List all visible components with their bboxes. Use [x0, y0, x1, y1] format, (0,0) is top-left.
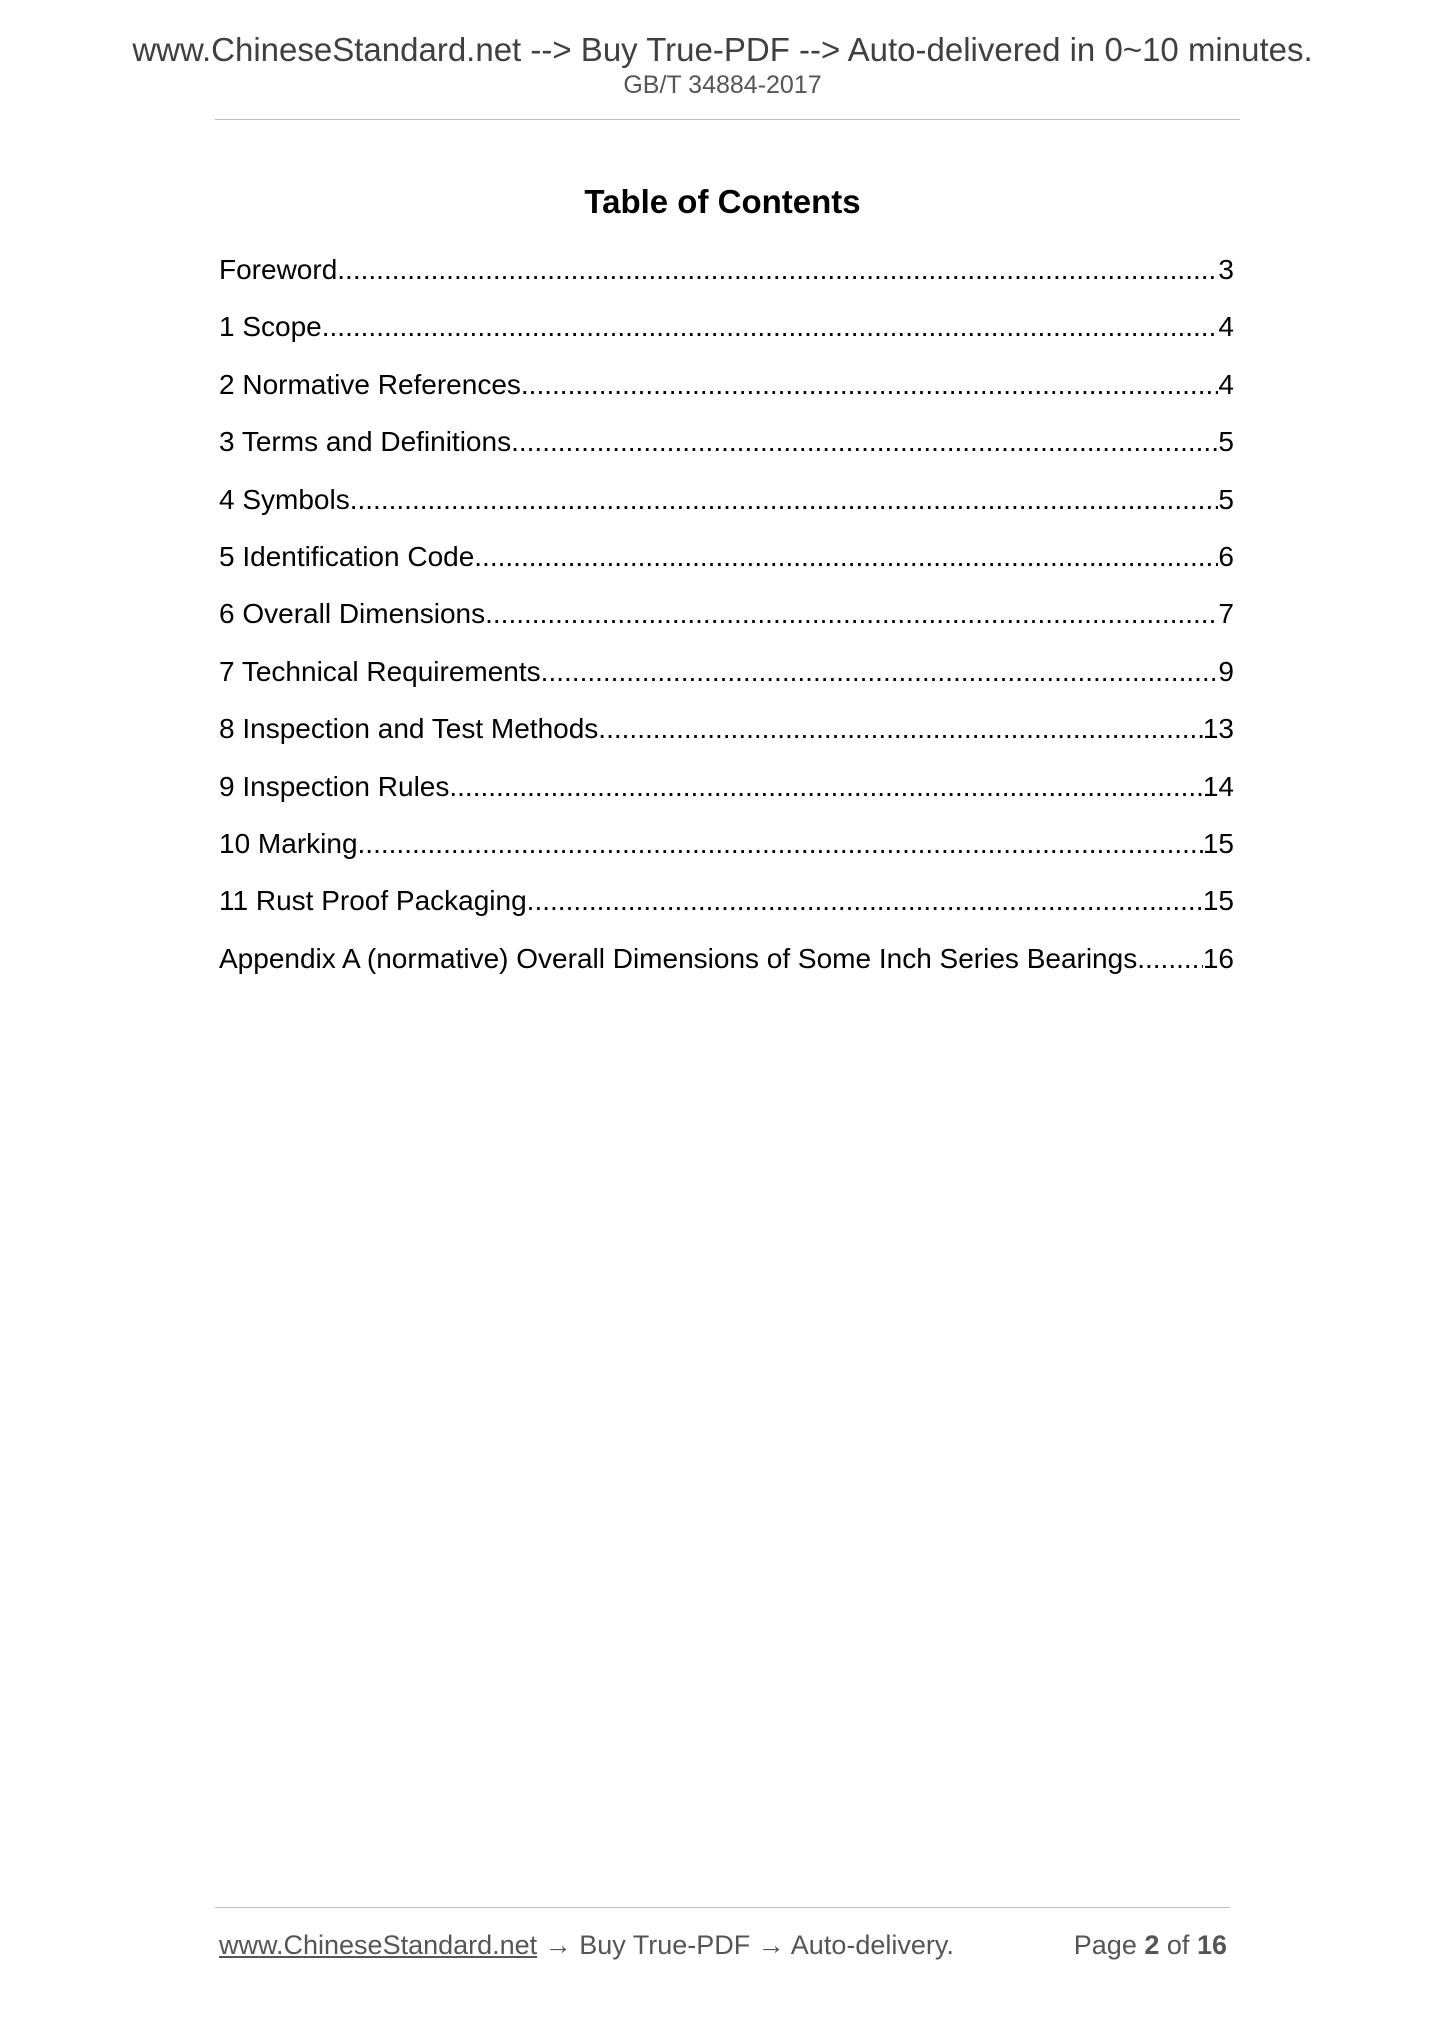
toc-entry-page: 5 — [1218, 426, 1234, 458]
toc-dot-leader — [449, 767, 1202, 807]
toc-entry-label: 8 Inspection and Test Methods — [219, 713, 599, 745]
toc-entry-label: 10 Marking — [219, 827, 358, 859]
toc-dot-leader — [511, 422, 1218, 462]
toc-entry-scope[interactable] — [219, 307, 1234, 364]
toc-dot-leader — [521, 365, 1219, 405]
toc-entry-page: 9 — [1218, 655, 1234, 687]
toc-entry-label: 1 Scope — [219, 311, 322, 343]
toc-entry-marking[interactable] — [219, 824, 1234, 881]
toc-dot-leader — [598, 709, 1203, 749]
toc-entry-label: Foreword — [219, 254, 338, 285]
toc-list — [219, 250, 1234, 996]
toc-entry-page: 16 — [1202, 942, 1234, 974]
header-divider — [215, 119, 1240, 120]
page-footer — [219, 1925, 1227, 1965]
toc-entry-label: 9 Inspection Rules — [219, 770, 450, 802]
toc-entry-inspection-rules[interactable] — [219, 767, 1234, 824]
footer-buy-text: Buy True-PDF — [579, 1930, 751, 1960]
toc-entry-label: 5 Identification Code — [219, 540, 475, 572]
toc-entry-overall-dimensions[interactable] — [219, 594, 1234, 651]
toc-entry-page: 15 — [1202, 827, 1234, 859]
toc-entry-page: 13 — [1202, 713, 1234, 745]
page-total: 16 — [1196, 1930, 1227, 1960]
footer-site-link[interactable]: www.ChineseStandard.net — [219, 1930, 538, 1960]
toc-entry-label: Appendix A (normative) Overall Dimensions of Some Inch Series Bearings — [219, 942, 1138, 974]
toc-entry-label: 4 Symbols — [219, 483, 350, 515]
toc-entry-page: 4 — [1218, 311, 1234, 343]
toc-entry-label: 3 Terms and Definitions — [219, 426, 512, 458]
toc-dot-leader — [474, 537, 1218, 577]
footer-promo — [219, 1930, 954, 1960]
toc-dot-leader — [541, 652, 1219, 692]
toc-dot-leader — [322, 307, 1219, 347]
toc-dot-leader — [350, 480, 1219, 520]
footer-divider — [215, 1907, 1230, 1908]
toc-dot-leader — [337, 250, 1218, 290]
standard-code: GB/T 34884-2017 — [623, 71, 822, 99]
toc-entry-appendix-a[interactable] — [219, 939, 1234, 996]
toc-entry-normative-references[interactable] — [219, 365, 1234, 422]
toc-title: Table of Contents — [584, 183, 861, 220]
toc-entry-page: 7 — [1218, 598, 1234, 630]
toc-entry-page: 15 — [1202, 885, 1234, 917]
toc-entry-rust-proof-packaging[interactable] — [219, 881, 1234, 938]
toc-entry-inspection-test-methods[interactable] — [219, 709, 1234, 766]
toc-dot-leader — [527, 881, 1203, 921]
toc-entry-page: 3 — [1218, 254, 1234, 285]
page-number — [1074, 1925, 1227, 1965]
toc-entry-label: 7 Technical Requirements — [219, 655, 541, 687]
toc-entry-symbols[interactable] — [219, 480, 1234, 537]
toc-entry-label: 6 Overall Dimensions — [219, 598, 486, 630]
footer-delivery-text: Auto-delivery. — [790, 1930, 954, 1960]
page-of-label: of — [1166, 1930, 1190, 1960]
arrow-right-icon: → — [544, 1930, 572, 1960]
toc-entry-foreword[interactable] — [219, 250, 1234, 307]
toc-dot-leader — [1137, 939, 1203, 979]
page-label: Page — [1073, 1930, 1137, 1960]
arrow-right-icon: → — [757, 1930, 785, 1960]
page-current: 2 — [1144, 1930, 1160, 1960]
toc-dot-leader — [485, 594, 1218, 634]
toc-entry-identification-code[interactable] — [219, 537, 1234, 594]
toc-entry-page: 4 — [1218, 368, 1234, 400]
toc-entry-label: 11 Rust Proof Packaging — [219, 885, 527, 917]
toc-entry-label: 2 Normative References — [219, 368, 521, 400]
toc-dot-leader — [358, 824, 1203, 864]
toc-entry-page: 5 — [1218, 483, 1234, 515]
header-banner: www.ChineseStandard.net --> Buy True-PDF --> Auto-delivered in 0~10 minutes. — [132, 31, 1313, 68]
toc-entry-technical-requirements[interactable] — [219, 652, 1234, 709]
toc-entry-page: 14 — [1202, 770, 1234, 802]
toc-entry-terms-definitions[interactable] — [219, 422, 1234, 479]
toc-entry-page: 6 — [1218, 540, 1234, 572]
